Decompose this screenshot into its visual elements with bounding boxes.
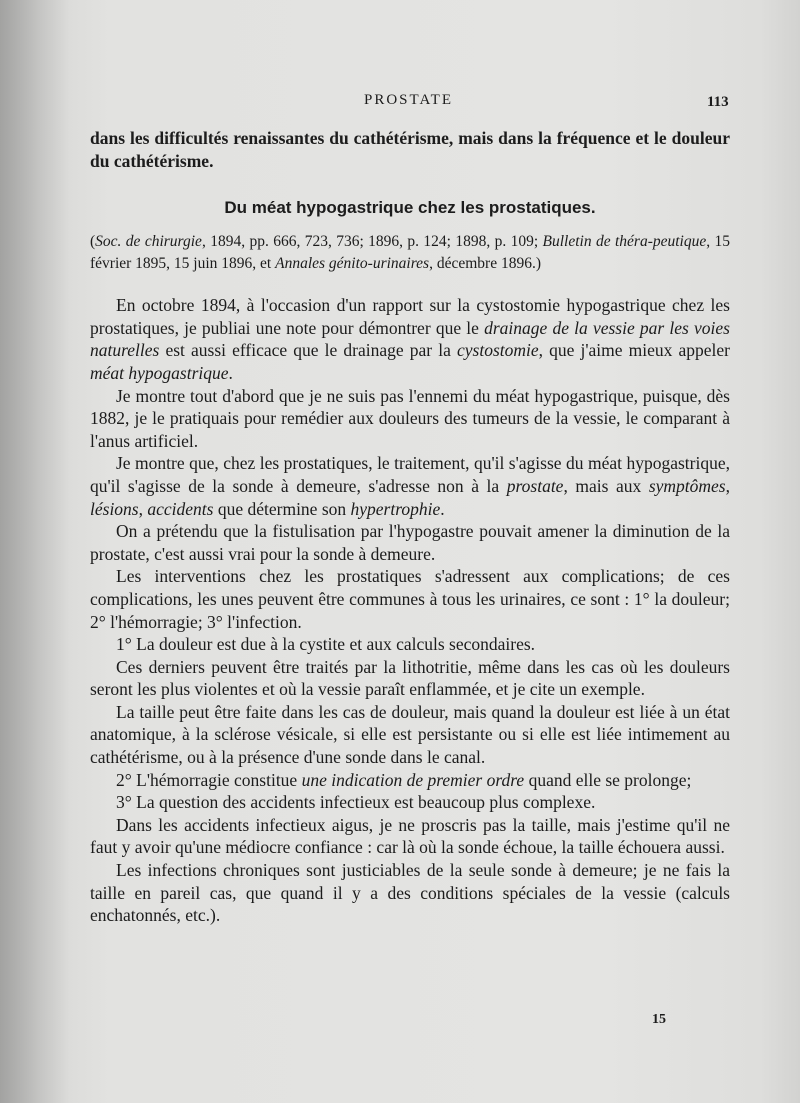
paragraph-6: 1° La douleur est due à la cystite et aux calculs secondaires. (116, 634, 536, 655)
paragraph-4: On a prétendu que la fistulisation par l'hypogastre pouvait amener la diminution de la prostate, c'est aussi vrai pour la sonde à demeure. (90, 521, 730, 564)
paragraph-continuation: dans les difficultés renaissantes du cathétérisme, mais dans la fréquence et le douleur du cathétérisme. (90, 128, 730, 171)
page-number: 113 (707, 94, 729, 110)
paragraph-1: En octobre 1894, à l'occasion d'un rapport sur la cystostomie hypogastrique chez les prostatiques, je publiai une note pour démontrer que le drainage de la vessie par les voies naturelles est aussi efficace que le drainage par la cystostomie, que j'aime mieux appeler méat hypogastrique. (90, 295, 731, 383)
paragraph-12: Les infections chroniques sont justiciables de la seule sonde à demeure; je ne fais la taille en pareil cas, que quand il y a des conditions spéciales de la vessie (calculs enchatonnés, etc.). (90, 860, 730, 926)
signature-mark: 15 (652, 1012, 666, 1027)
paragraph-9: 2° L'hémorragie constitue une indication de premier ordre quand elle se prolonge; (116, 769, 692, 790)
paragraph-5: Les interventions chez les prostatiques s'adressent aux complications; de ces complications, les unes peuvent être communes à tous les urinaires, ce sont : 1° la douleur; 2° l'hémorragie; 3° l'infection. (90, 566, 730, 632)
running-title: PROSTATE (364, 92, 453, 108)
references: (Soc. de chirurgie, 1894, pp. 666, 723, 736; 1896, p. 124; 1898, p. 109; Bulletin de théra-peutique, 15 février 1895, 15 juin 1896, et Annales génito-urinaires, décembre 1896.) (90, 233, 731, 273)
binding-shadow (0, 0, 70, 1103)
paragraph-10: 3° La question des accidents infectieux est beaucoup plus complexe. (116, 792, 596, 813)
page-body (90, 127, 730, 927)
page-header (0, 92, 800, 116)
paragraph-8: La taille peut être faite dans les cas de douleur, mais quand la douleur est liée à un état anatomique, à la sclérose vésicale, si elle est persistante ou si elle est liée intimement au cathétérisme, ou à la présence d'une sonde dans le canal. (90, 701, 730, 768)
paragraph-11: Dans les accidents infectieux aigus, je ne proscris pas la taille, mais j'estime qu'il ne faut y avoir qu'une médiocre confiance : car là où la sonde échoue, la taille échouera aussi. (90, 814, 730, 858)
paragraph-7: Ces derniers peuvent être traités par la lithotritie, même dans les cas où les douleurs seront les plus violentes et où la vessie paraît enflammée, et je cite un exemple. (90, 656, 730, 700)
paragraph-2: Je montre tout d'abord que je ne suis pas l'ennemi du méat hypogastrique, puisque, dès 1882, je le pratiquais pour remédier aux douleurs des tumeurs de la vessie, le comparant à l'anus artificiel. (90, 385, 730, 451)
paragraph-3: Je montre que, chez les prostatiques, le traitement, qu'il s'agisse du méat hypogastrique, qu'il s'agisse de la sonde à demeure, s'adresse non à la prostate, mais aux symptômes, lésions, accidents que détermine son hypertrophie. (90, 453, 730, 519)
section-title: Du méat hypogastrique chez les prostatiques. (224, 198, 596, 218)
